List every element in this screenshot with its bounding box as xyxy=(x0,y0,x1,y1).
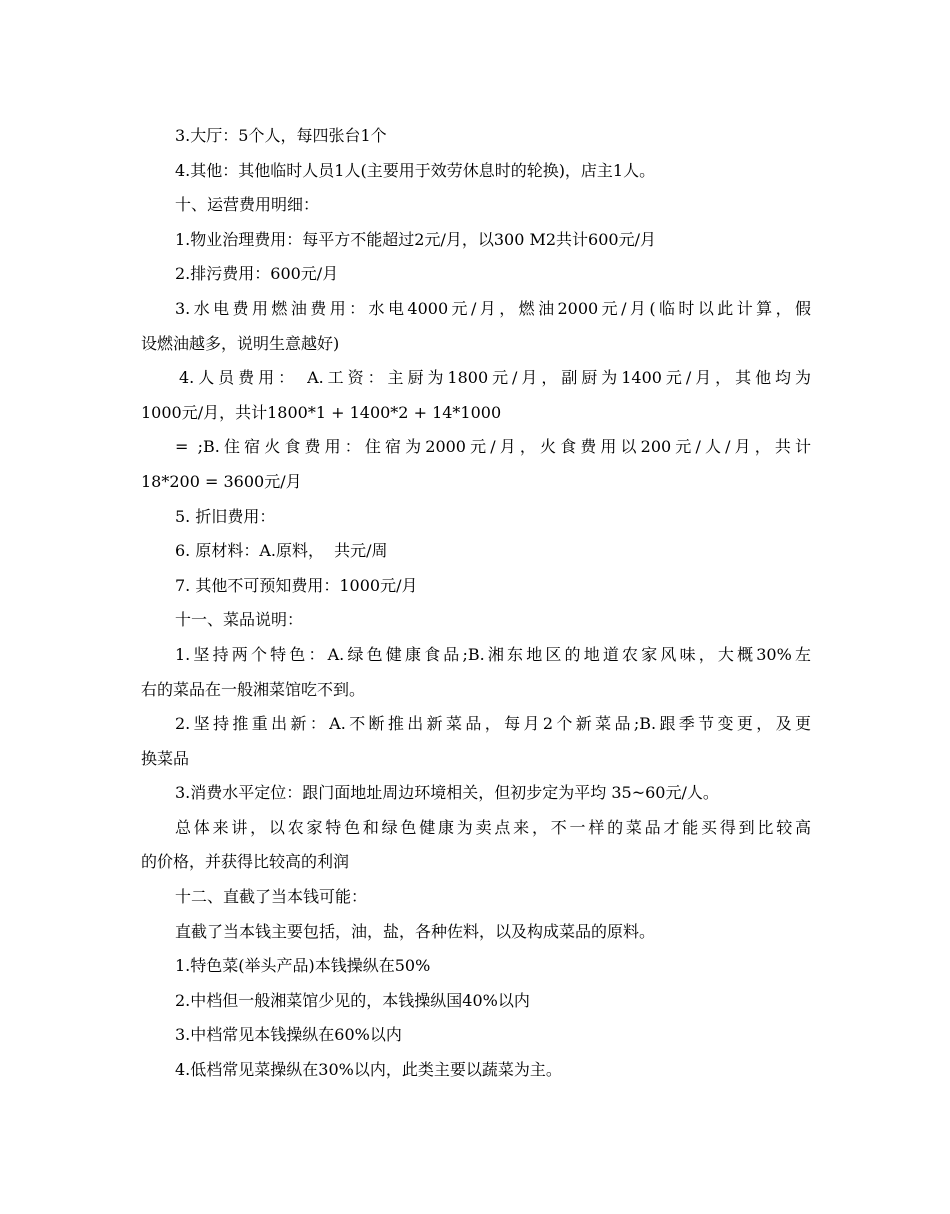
paragraph-line: 右的菜品在一般湘菜馆吃不到。 xyxy=(141,679,366,699)
paragraph-line: 3.大厅：5个人，每四张台1个 xyxy=(175,126,387,145)
paragraph-line: 的价格，并获得比较高的利润 xyxy=(141,852,350,872)
paragraph-line: 3.中档常见本钱操纵在60%以内 xyxy=(175,1025,402,1045)
paragraph-line: 4.低档常见菜操纵在30%以内，此类主要以蔬菜为主。 xyxy=(175,1060,562,1080)
paragraph-line: 2.排污费用：600元/月 xyxy=(175,264,339,284)
paragraph-line: 1000元/月，共计1800*1 + 1400*2 + 14*1000 xyxy=(141,402,502,422)
section-heading: 十二、直截了当本钱可能： xyxy=(175,887,368,907)
paragraph-line: 4.其他：其他临时人员1人(主要用于效劳休息时的轮换)，店主1人。 xyxy=(175,160,656,180)
paragraph-line: 换菜品 xyxy=(141,748,190,768)
section-heading: 十、运营费用明细： xyxy=(175,195,320,215)
paragraph-line: 18*200 = 3600元/月 xyxy=(141,471,302,491)
paragraph-line: 设燃油越多，说明生意越好) xyxy=(141,333,340,353)
paragraph-line: 5. 折旧费用： xyxy=(175,506,276,526)
paragraph-line: 2.坚持推重出新：A.不断推出新菜品，每月2个新菜品;B.跟季节变更，及更 xyxy=(175,714,811,734)
paragraph-line: 1.坚持两个特色：A.绿色健康食品;B.湘东地区的地道农家风味，大概30%左 xyxy=(175,644,811,664)
paragraph-line: 6. 原材料：A.原料， 共元/周 xyxy=(175,541,388,561)
paragraph-line: 1.物业治理费用：每平方不能超过2元/月，以300 M2共计600元/月 xyxy=(175,229,656,249)
paragraph-line: = ;B.住宿火食费用：住宿为2000元/月，火食费用以200元/人/月，共计 xyxy=(175,437,811,457)
paragraph-line: 2.中档但一般湘菜馆少见的，本钱操纵国40%以内 xyxy=(175,990,530,1010)
section-heading: 十一、菜品说明： xyxy=(175,610,304,630)
paragraph-line: 直截了当本钱主要包括，油，盐，各种佐料，以及构成菜品的原料。 xyxy=(175,921,656,941)
paragraph-line: 4.人员费用： A.工资：主厨为1800元/月，副厨为1400元/月，其他均为 xyxy=(179,368,811,388)
paragraph-line: 7. 其他不可预知费用：1000元/月 xyxy=(175,575,418,595)
paragraph-line: 1.特色菜(举头产品)本钱操纵在50% xyxy=(175,956,431,976)
paragraph-line: 总体来讲，以农家特色和绿色健康为卖点来，不一样的菜品才能买得到比较高 xyxy=(175,817,811,837)
paragraph-line: 3.消费水平定位：跟门面地址周边环境相关，但初步定为平均 35~60元/人。 xyxy=(175,783,719,803)
document-body xyxy=(141,119,811,1088)
paragraph-line: 3.水电费用燃油费用：水电4000元/月，燃油2000元/月(临时以此计算，假 xyxy=(175,298,811,318)
